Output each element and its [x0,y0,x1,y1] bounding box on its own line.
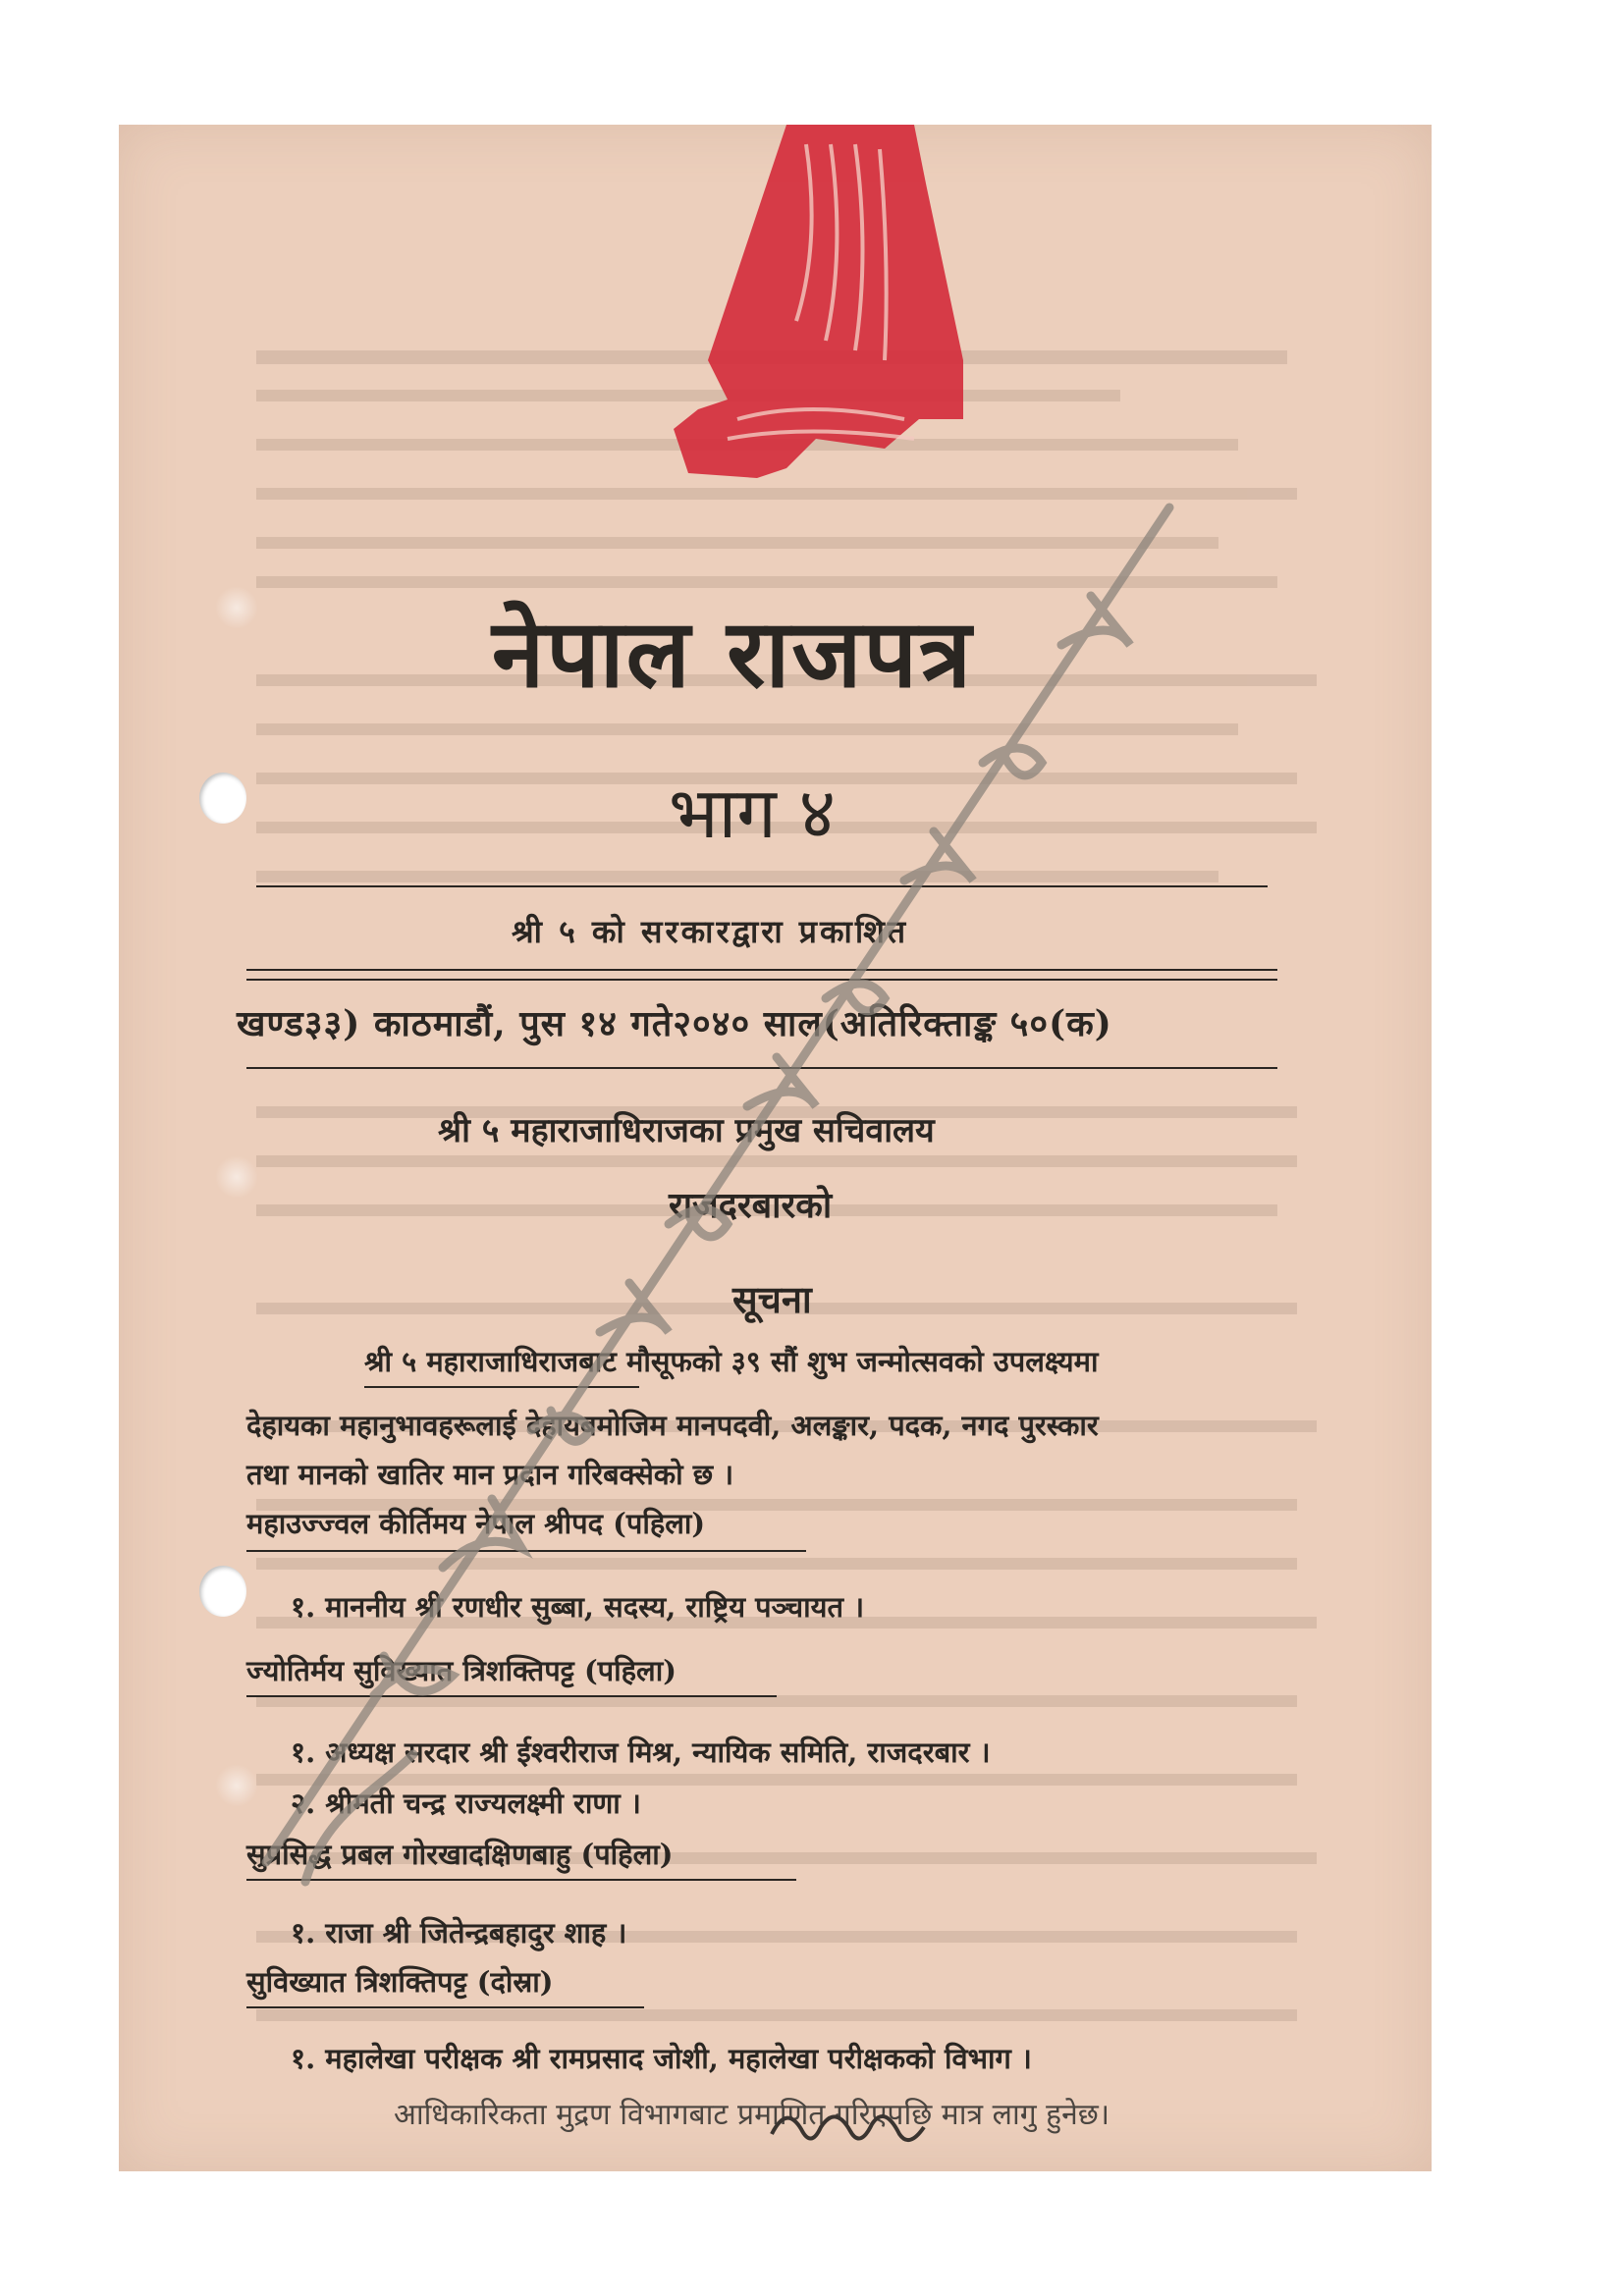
scanned-page [119,125,1432,2171]
award-recipient: १. राजा श्री जितेन्द्रबहादुर शाह । [291,1916,627,1949]
staple-mark [215,1155,258,1199]
binder-hole-bottom [199,1566,246,1617]
award-heading: महाउज्ज्वल कीर्तिमय नेपाल श्रीपद (पहिला) [246,1507,706,1540]
award-recipient: १. माननीय श्री रणधीर सुब्बा, सदस्य, राष्ट्रिय पञ्चायत । [291,1590,865,1624]
staple-mark [215,1764,258,1807]
underline [246,2006,644,2008]
divider-rule [246,1067,1277,1069]
award-heading: सुविख्यात त्रिशक्तिपट्ट (दोस्रा) [246,1965,554,1999]
award-heading: सुप्रसिद्ध प्रबल गोरखादक्षिणबाहु (पहिला) [246,1838,674,1871]
staple-mark [215,586,258,629]
award-recipient: १. महालेखा परीक्षक श्री रामप्रसाद जोशी, महालेखा परीक्षकको विभाग । [291,2042,1032,2075]
gazette-title: नेपाल राजपत्र [492,598,974,709]
notice-intro: तथा मानको खातिर मान प्रदान गरिबक्सेको छ । [246,1458,734,1491]
office-name-2: राजदरबारको [669,1185,833,1226]
divider-rule [246,979,1277,981]
underline [246,1550,806,1552]
underline [364,1386,639,1388]
award-recipient: २. श्रीमती चन्द्र राज्यलक्ष्मी राणा । [291,1787,641,1820]
authenticity-note: आधिकारिकता मुद्रण विभागबाट प्रमाणित गरिएपछि मात्र लागु हुनेछ। [394,2098,1110,2132]
divider-rule [256,885,1268,887]
binder-hole-top [199,773,246,824]
underline [246,1879,796,1881]
gazette-part: भाग ४ [669,772,837,854]
notice-intro: देहायका महानुभावहरूलाई देहायबमोजिम मानपदवी, अलङ्कार, पदक, नगद पुरस्कार [246,1409,1099,1442]
handwritten-number [762,2100,958,2159]
notice-intro: श्री ५ महाराजाधिराजबाट मौसूफको ३९ सौं शुभ जन्मोत्सवको उपलक्ष्यमा [364,1345,1099,1378]
nepal-royal-emblem-icon [669,125,1002,537]
underline [246,1695,777,1697]
issue-line: खण्ड३३) काठमाडौं, पुस १४ गते२०४० साल(अतिरिक्ताङ्क ५०(क) [237,1003,1112,1044]
award-heading: ज्योतिर्मय सुविख्यात त्रिशक्तिपट्ट (पहिला) [246,1654,677,1687]
publisher-line: श्री ५ को सरकारद्वारा प्रकाशित [512,913,909,950]
office-name: श्री ५ महाराजाधिराजका प्रमुख सचिवालय [438,1111,935,1150]
notice-heading: सूचना [732,1277,812,1321]
divider-rule [246,969,1277,971]
award-recipient: १. अध्यक्ष सरदार श्री ईश्वरीराज मिश्र, न्यायिक समिति, राजदरबार । [291,1735,991,1769]
